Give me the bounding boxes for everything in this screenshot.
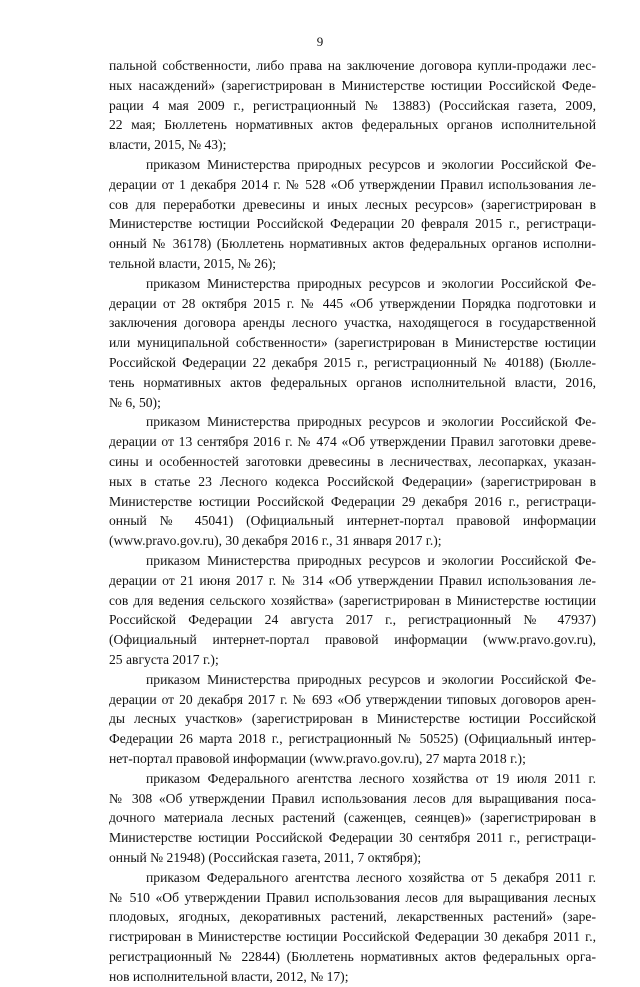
text-line: гистрирован в Министерстве юстиции Российской Федерации 30 декабря 2011 г., bbox=[109, 929, 596, 945]
page-number: 9 bbox=[316, 34, 324, 49]
text-line: дерации от 28 октября 2015 г. № 445 «Об утверждении Порядка подготовки и bbox=[109, 295, 596, 311]
text-line: Министерстве юстиции Российской Федерации 30 сентября 2011 г., регистраци- bbox=[109, 830, 596, 846]
text-line: (Официальный интернет-портал правовой информации (www.pravo.gov.ru), bbox=[109, 632, 596, 648]
text-line: или муниципальной собственности» (зарегистрирован в Министерстве юстиции bbox=[109, 335, 596, 351]
text-line: дерации от 1 декабря 2014 г. № 528 «Об утверждении Правил использования ле- bbox=[109, 176, 596, 192]
text-line: онный № 21948) (Российская газета, 2011, 7 октября); bbox=[109, 850, 422, 865]
text-line: онный № 45041) (Официальный интернет-портал правовой информации bbox=[109, 513, 596, 529]
text-line: № 510 «Об утверждении Правил использования лесов для выращивания лесных bbox=[109, 889, 596, 905]
text-line: № 6, 50); bbox=[109, 394, 161, 410]
text-line: тень нормативных актов федеральных органов исполнительной власти, 2016, bbox=[109, 374, 596, 390]
text-line: дерации от 21 июня 2017 г. № 314 «Об утверждении Правил использования ле- bbox=[109, 572, 596, 588]
text-line: плодовых, ягодных, декоративных растений, лекарственных растений» (заре- bbox=[109, 909, 596, 925]
text-line: Российской Федерации 22 декабря 2015 г., регистрационный № 40188) (Бюлле- bbox=[109, 355, 596, 370]
text-line: ных насаждений» (зарегистрирован в Министерстве юстиции Российской Феде- bbox=[109, 77, 596, 93]
text-line: сины и особенностей заготовки древесины в лесничествах, лесопарках, указан- bbox=[109, 454, 596, 469]
text-line: приказом Министерства природных ресурсов и экологии Российской Фе- bbox=[146, 414, 596, 430]
text-line: ды лесных участков» (зарегистрирован в Министерстве юстиции Российской bbox=[109, 711, 596, 727]
text-line: 25 августа 2017 г.); bbox=[109, 652, 219, 667]
text-line: Министерстве юстиции Российской Федерации 20 февраля 2015 г., регистраци- bbox=[109, 216, 596, 232]
text-line: онный № 36178) (Бюллетень нормативных актов федеральных органов исполни- bbox=[109, 236, 596, 252]
text-line: дерации от 13 сентября 2016 г. № 474 «Об утверждении Правил заготовки древе- bbox=[109, 434, 596, 450]
text-line: ных в статье 23 Лесного кодекса Российской Федерации» (зарегистрирован в bbox=[109, 473, 596, 489]
text-line: приказом Министерства природных ресурсов и экологии Российской Фе- bbox=[146, 275, 596, 291]
text-line: Министерстве юстиции Российской Федерации 29 декабря 2016 г., регистраци- bbox=[109, 493, 596, 509]
text-line: Федерации 26 марта 2018 г., регистрационный № 50525) (Официальный интер- bbox=[109, 731, 596, 747]
text-line: (www.pravo.gov.ru), 30 декабря 2016 г., 31 января 2017 г.); bbox=[109, 533, 442, 549]
text-line: сов для ведения сельского хозяйства» (зарегистрирован в Министерстве юстиции bbox=[109, 592, 596, 608]
text-line: власти, 2015, № 43); bbox=[109, 137, 227, 153]
text-line: тельной власти, 2015, № 26); bbox=[109, 256, 277, 271]
text-line: дочного материала лесных растений (саженцев, сеянцев)» (зарегистрирован в bbox=[109, 810, 596, 826]
text-line: дерации от 20 декабря 2017 г. № 693 «Об утверждении типовых договоров арен- bbox=[109, 691, 596, 707]
text-line: № 308 «Об утверждении Правил использования лесов для выращивания поса- bbox=[109, 790, 596, 806]
text-line: заключения договора аренды лесного участка, находящегося в государственной bbox=[109, 315, 596, 331]
text-line: 22 мая; Бюллетень нормативных актов федеральных органов исполнительной bbox=[109, 117, 596, 133]
text-line: приказом Федерального агентства лесного хозяйства от 19 июля 2011 г. bbox=[146, 770, 596, 786]
text-line: рации 4 мая 2009 г., регистрационный № 13883) (Российская газета, 2009, bbox=[109, 97, 596, 113]
text-line: сов для переработки древесины и иных лесных ресурсов» (зарегистрирован в bbox=[109, 196, 596, 212]
text-line: регистрационный № 22844) (Бюллетень нормативных актов федеральных орга- bbox=[109, 949, 596, 964]
text-line: приказом Министерства природных ресурсов и экологии Российской Фе- bbox=[146, 671, 596, 687]
text-line: приказом Министерства природных ресурсов и экологии Российской Фе- bbox=[146, 157, 596, 172]
text-line: приказом Министерства природных ресурсов и экологии Российской Фе- bbox=[146, 553, 596, 568]
text-line: нов исполнительной власти, 2012, № 17); bbox=[109, 968, 349, 984]
text-line: пальной собственности, либо права на заключение договора купли-продажи лес- bbox=[109, 58, 596, 73]
text-line: нет-портал правовой информации (www.pravo.gov.ru), 27 марта 2018 г.); bbox=[109, 751, 526, 766]
text-line: Российской Федерации 24 августа 2017 г., регистрационный № 47937) bbox=[109, 612, 596, 628]
text-line: приказом Федерального агентства лесного хозяйства от 5 декабря 2011 г. bbox=[146, 869, 596, 885]
